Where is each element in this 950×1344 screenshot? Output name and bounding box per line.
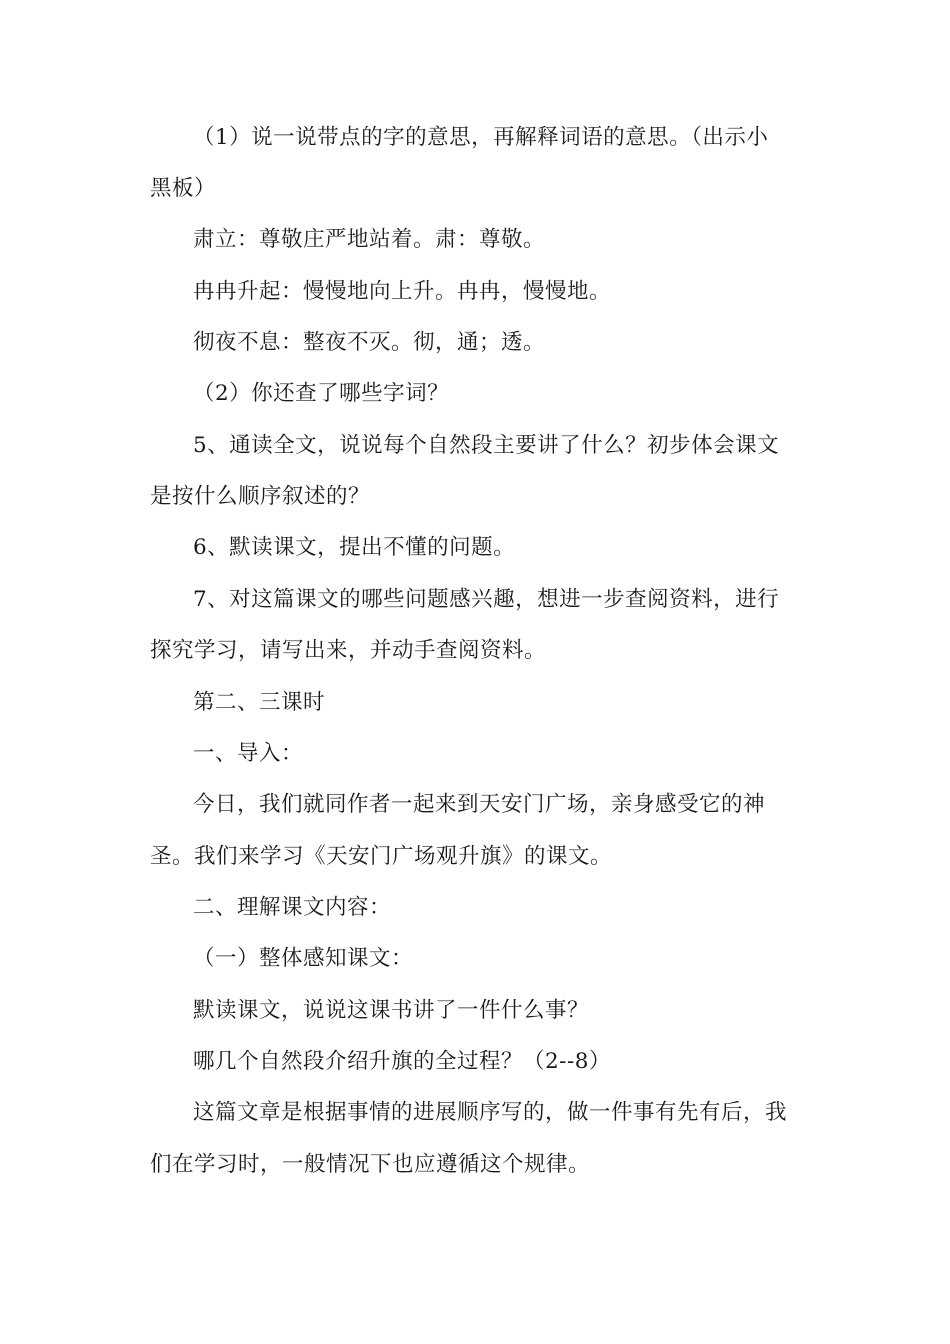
text-line: 们在学习时，一般情况下也应遵循这个规律。 (150, 1152, 591, 1177)
section-heading: （一）整体感知课文： (193, 946, 414, 971)
text-line: （1）说一说带点的字的意思，再解释词语的意思。（出示小 (193, 125, 769, 150)
text-line: 7、对这篇课文的哪些问题感兴趣，想进一步查阅资料，进行 (193, 587, 780, 612)
text-line: 肃立：尊敬庄严地站着。肃：尊敬。 (193, 227, 546, 252)
text-line: 是按什么顺序叙述的？ (150, 484, 371, 509)
text-line: 黑板） (150, 176, 217, 201)
text-line: 这篇文章是根据事情的进展顺序写的，做一件事有先有后，我 (193, 1100, 788, 1125)
text-line: 哪几个自然段介绍升旗的全过程？（2--8） (193, 1049, 611, 1074)
section-heading: 一、导入： (193, 741, 304, 766)
text-line: 圣。我们来学习《天安门广场观升旗》的课文。 (150, 844, 613, 869)
section-heading: 二、理解课文内容： (193, 895, 392, 920)
text-line: 默读课文，说说这课书讲了一件什么事？ (193, 998, 590, 1023)
text-line: 5、通读全文，说说每个自然段主要讲了什么？初步体会课文 (193, 433, 780, 458)
text-line: 探究学习，请写出来，并动手查阅资料。 (150, 638, 547, 663)
text-line: 彻夜不息：整夜不灭。彻，通；透。 (193, 330, 546, 355)
text-line: 6、默读课文，提出不懂的问题。 (193, 535, 516, 560)
section-heading: 第二、三课时 (193, 690, 326, 715)
text-line: 今日，我们就同作者一起来到天安门广场，亲身感受它的神 (193, 792, 766, 817)
text-line: （2）你还查了哪些字词？ (193, 381, 450, 406)
text-line: 冉冉升起：慢慢地向上升。冉冉，慢慢地。 (193, 279, 612, 304)
